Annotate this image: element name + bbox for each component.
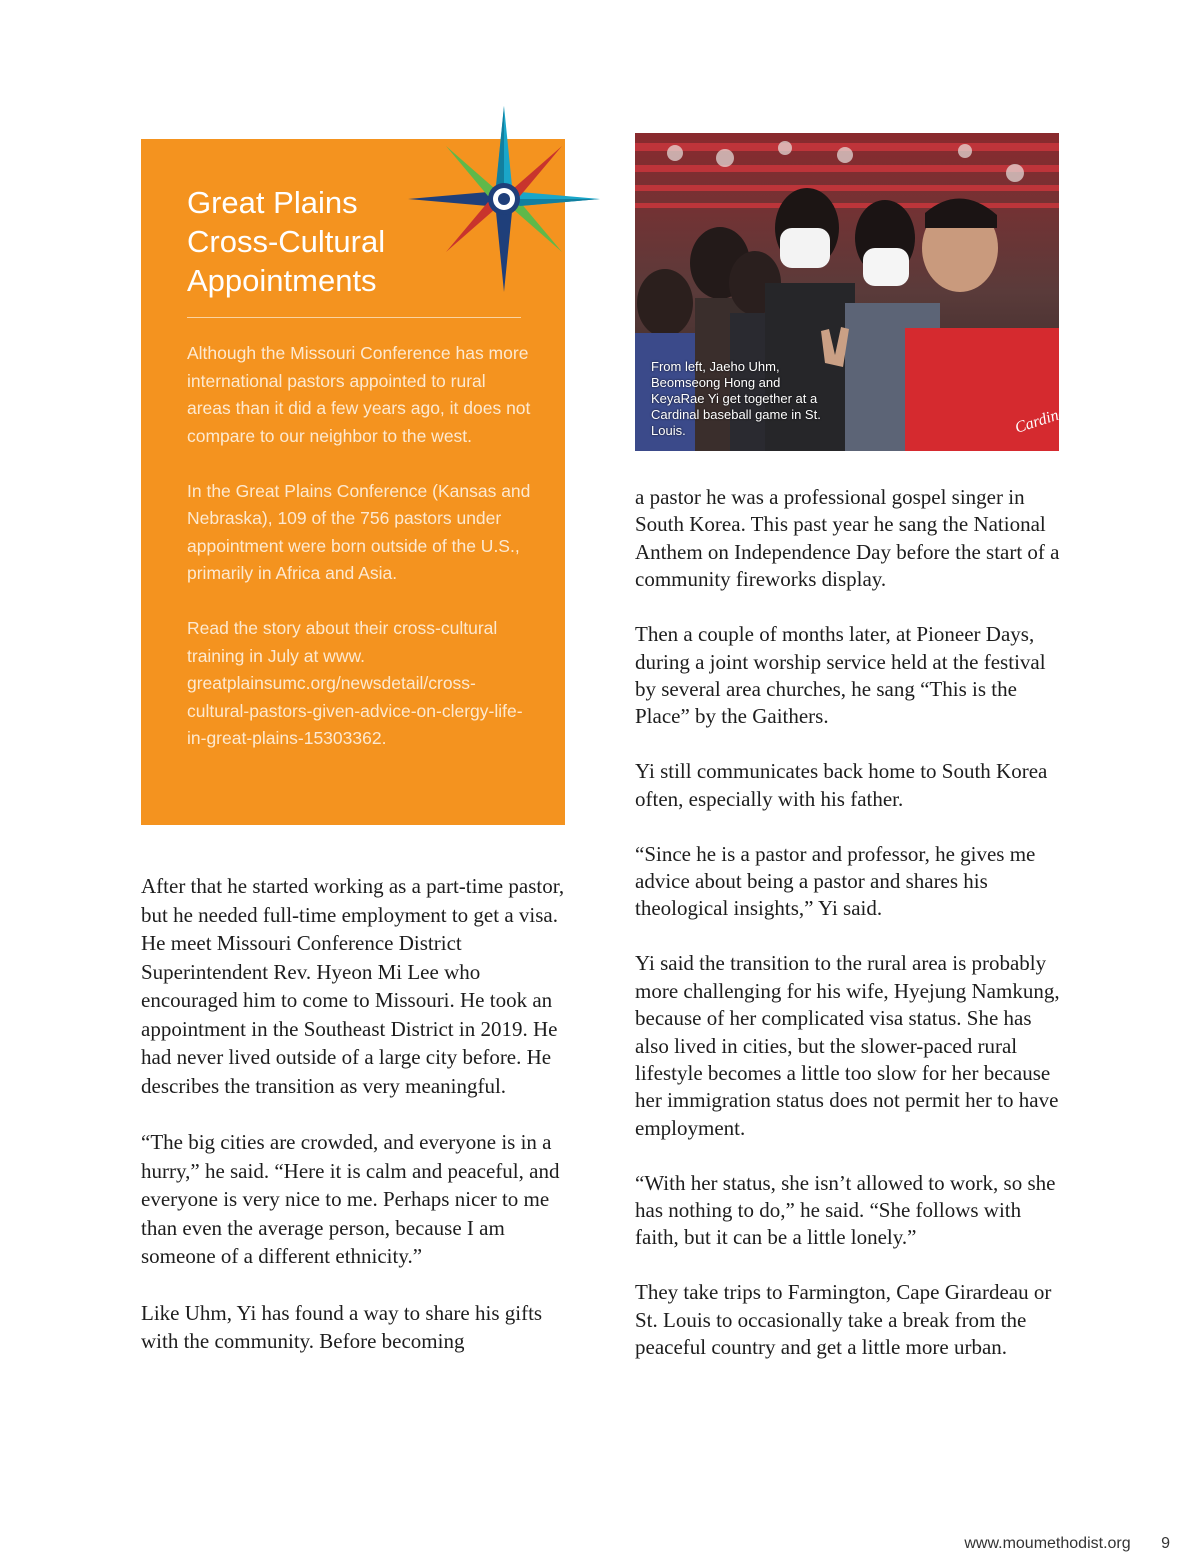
- sidebar-title-line: Cross-Cultural: [187, 224, 386, 259]
- article-paragraph: They take trips to Farmington, Cape Girardeau or St. Louis to occasionally take a break from the peaceful country and get a little more urban.: [635, 1280, 1052, 1360]
- compass-star-icon: [408, 106, 600, 292]
- article-paragraph: “With her status, she isn’t allowed to work, so she has nothing to do,” he said. “She follows with faith, but it can be a little lonely.”: [635, 1170, 1056, 1250]
- sidebar-paragraph: Read the story about their cross-cultural training in July at www. greatplainsumc.org/newsdetail/cross-cultural-pastors-given-advice-on-clergy-life-in-great-plains-15303362.: [187, 618, 523, 748]
- article-paragraph: Yi still communicates back home to South Korea often, especially with his father.: [635, 759, 1048, 811]
- sidebar-body: [187, 340, 532, 780]
- sidebar-title-line: Appointments: [187, 263, 377, 298]
- article-paragraph: Then a couple of months later, at Pioneer Days, during a joint worship service held at the festival by several area churches, he sang “This is the Place” by the Gaithers.: [635, 622, 1046, 729]
- article-paragraph: a pastor he was a professional gospel singer in South Korea. This past year he sang the National Anthem on Independence Day before the start of a community fireworks display.: [635, 485, 1060, 592]
- sidebar-paragraph: Although the Missouri Conference has more international pastors appointed to rural areas than it did a few years ago, it does not compare to our neighbor to the west.: [187, 343, 531, 446]
- sidebar-divider: [187, 317, 521, 318]
- page-number: 9: [1161, 1535, 1170, 1552]
- photo-caption: From left, Jaeho Uhm, Beomseong Hong and KeyaRae Yi get together at a Cardinal baseball game in St. Louis.: [651, 359, 821, 438]
- article-paragraph: Yi said the transition to the rural area is probably more challenging for his wife, Hyejung Namkung, because of her complicated visa status. She has also lived in cities, but the slower-paced rural lifestyle becomes a little too slow for her because her immigration status does not permit her to have employment.: [635, 951, 1060, 1140]
- sidebar-title: [187, 183, 427, 300]
- svg-text:Cardinals: Cardinals: [1012, 401, 1079, 437]
- footer-url[interactable]: www.moumethodist.org: [964, 1535, 1131, 1552]
- baseball-game-photo: [635, 133, 1079, 451]
- article-right-column: [635, 484, 1065, 1389]
- sidebar-paragraph: In the Great Plains Conference (Kansas and Nebraska), 109 of the 756 pastors under appointment were born outside of the U.S., primarily in Africa and Asia.: [187, 480, 531, 583]
- page-footer: [964, 1535, 1170, 1553]
- sidebar-title-line: Great Plains: [187, 185, 358, 220]
- article-paragraph: Like Uhm, Yi has found a way to share his gifts with the community. Before becoming: [141, 1300, 543, 1353]
- article-paragraph: “Since he is a pastor and professor, he gives me advice about being a pastor and shares his theological insights,” Yi said.: [635, 841, 1036, 921]
- article-paragraph: “The big cities are crowded, and everyone is in a hurry,” he said. “Here it is calm and peaceful, and everyone is very nice to me. Perhaps nicer to me than even the average person, because I am someone of a different ethnicity.”: [141, 1130, 560, 1268]
- article-paragraph: After that he started working as a part-time pastor, but he needed full-time employment to get a visa. He meet Missouri Conference District Superintendent Rev. Hyeon Mi Lee who encouraged him to come to Missouri. He took an appointment in the Southeast District in 2019. He had never lived outside of a large city before. He describes the transition as very meaningful.: [141, 874, 565, 1098]
- article-left-column: [141, 872, 571, 1384]
